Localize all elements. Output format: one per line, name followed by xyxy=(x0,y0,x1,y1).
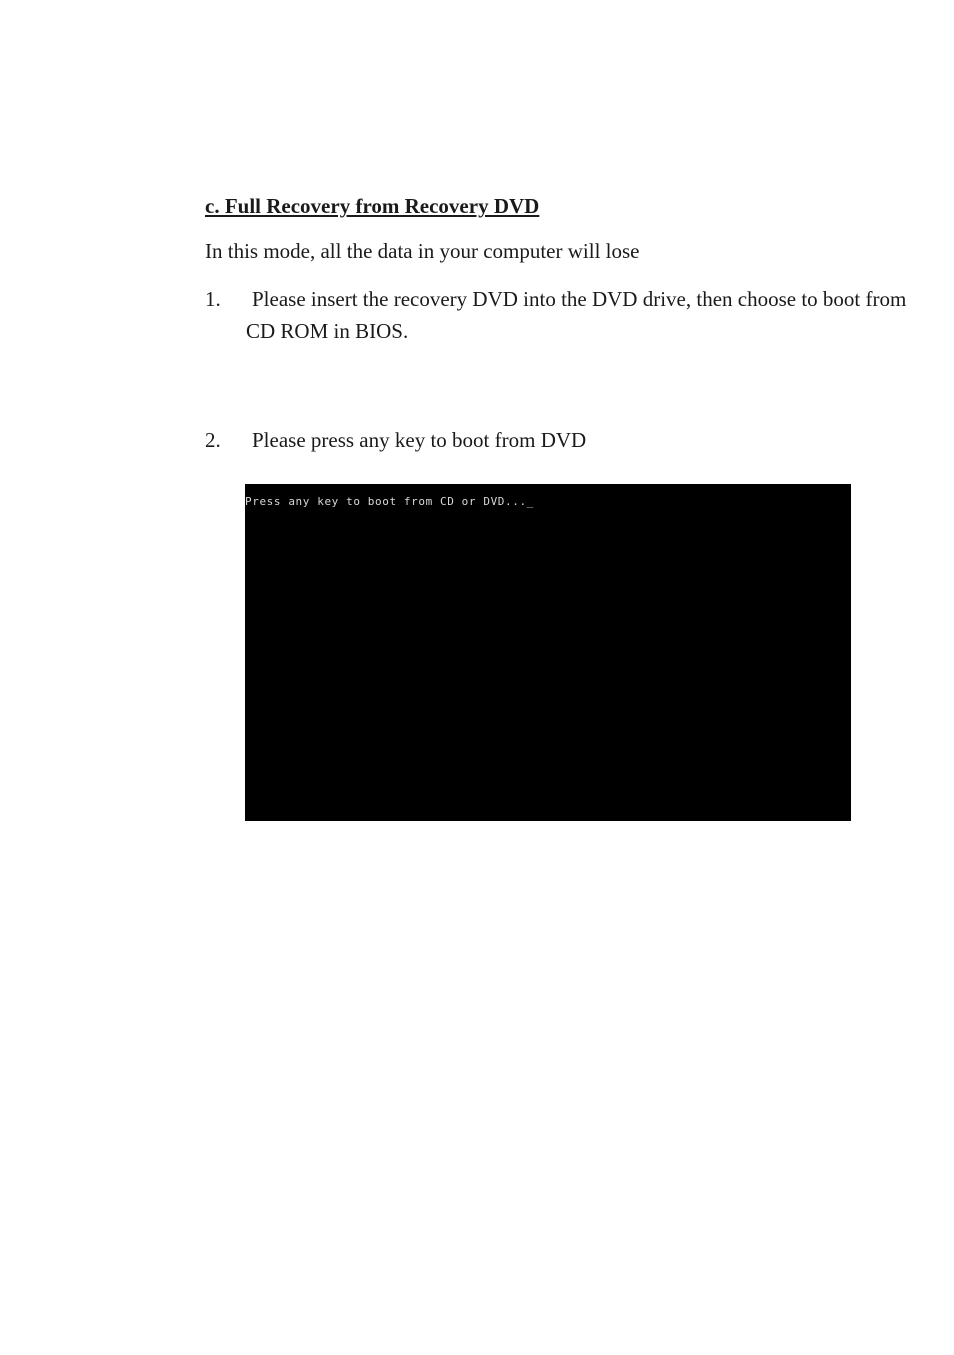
step-number: 2. xyxy=(205,428,221,452)
step-number: 1. xyxy=(205,287,221,311)
section-heading: c. Full Recovery from Recovery DVD xyxy=(205,194,540,218)
step-text: Please insert the recovery DVD into the DVD drive, then choose to boot from CD ROM in BIOS. xyxy=(246,287,907,343)
step-text: Please press any key to boot from DVD xyxy=(252,428,587,452)
intro-paragraph: In this mode, all the data in your computer will lose xyxy=(205,239,640,263)
list-item-step-1 xyxy=(205,283,925,347)
list-item-step-2 xyxy=(205,424,925,456)
boot-screen-screenshot xyxy=(245,484,851,821)
boot-prompt-text: Press any key to boot from CD or DVD..._ xyxy=(245,495,534,508)
